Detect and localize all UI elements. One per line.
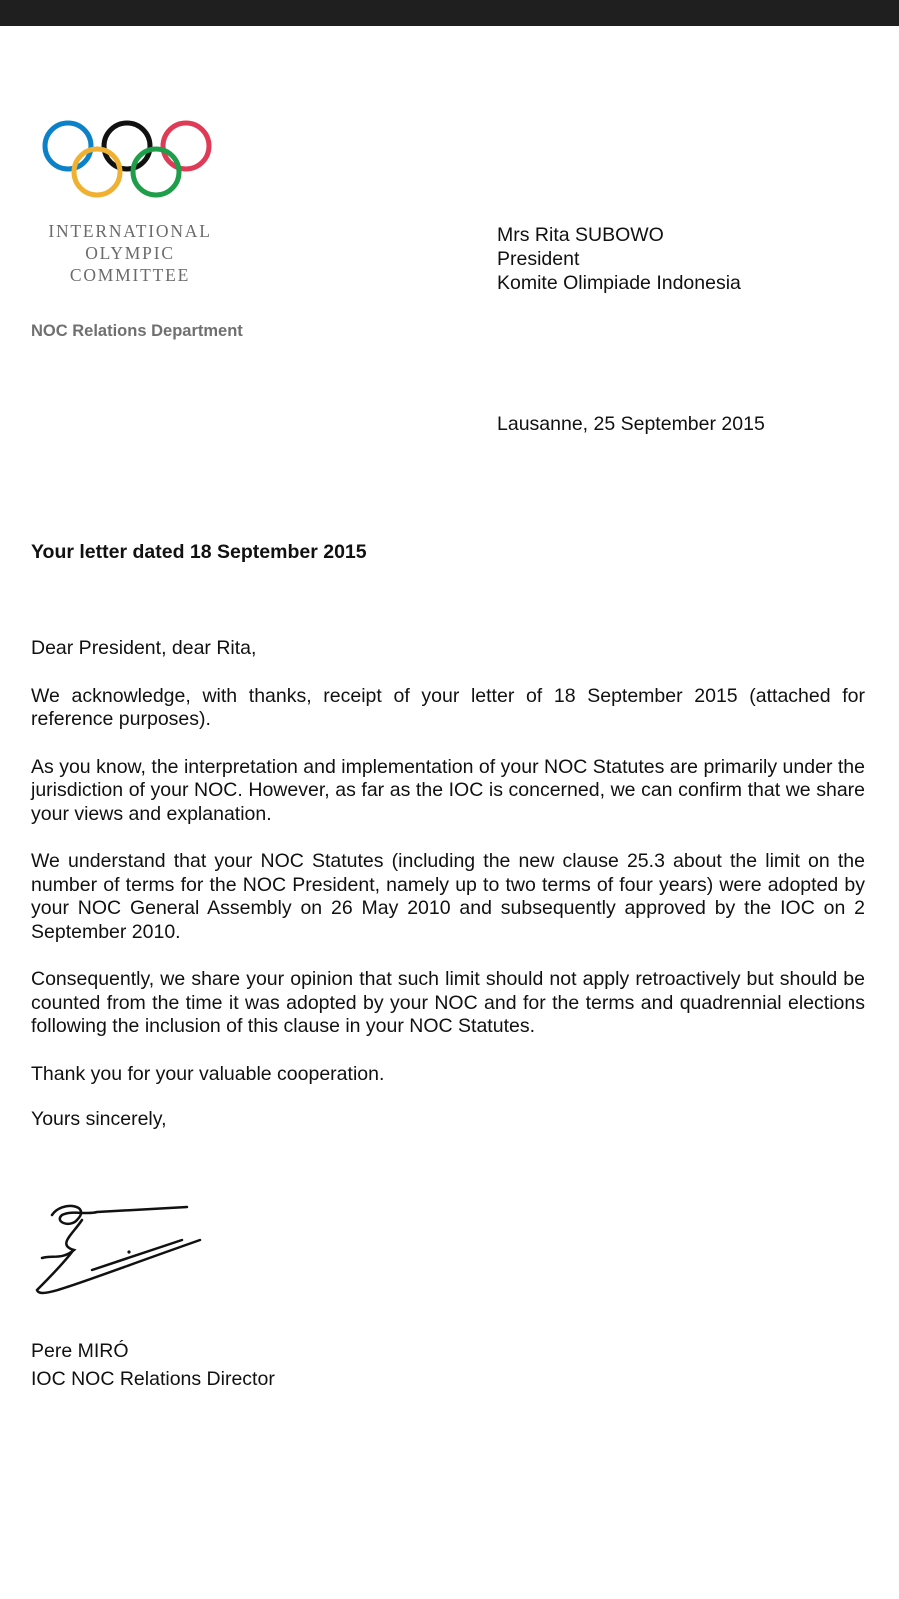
place-date: Lausanne, 25 September 2015 — [497, 413, 765, 435]
olympic-rings-logo — [42, 118, 212, 202]
body-paragraph: Thank you for your valuable cooperation. — [31, 1062, 385, 1085]
recipient-name: Mrs Rita SUBOWO — [497, 224, 664, 246]
department-name: NOC Relations Department — [31, 322, 243, 340]
signer-block — [31, 1337, 275, 1393]
recipient-address — [497, 223, 741, 295]
subject-line: Your letter dated 18 September 2015 — [31, 541, 367, 563]
signer-name: Pere MIRÓ — [31, 1340, 129, 1362]
recipient-title: President — [497, 248, 580, 270]
signer-title: IOC NOC Relations Director — [31, 1368, 275, 1390]
recipient-organization: Komite Olimpiade Indonesia — [497, 272, 741, 294]
body-paragraph: As you know, the interpretation and implementation of your NOC Statutes are primarily under the jurisdiction of your NOC. However, as far as the IOC is concerned, we can confirm that we share your views and explanation. — [31, 755, 865, 825]
closing: Yours sincerely, — [31, 1108, 167, 1130]
top-bar — [0, 0, 899, 26]
organization-name — [26, 220, 234, 286]
letter-body — [31, 637, 865, 1156]
org-name-line: COMMITTEE — [69, 265, 191, 285]
org-name-line: INTERNATIONAL — [48, 221, 212, 241]
salutation: Dear President, dear Rita, — [31, 637, 257, 659]
org-name-line: OLYMPIC — [85, 243, 175, 263]
body-paragraph: We understand that your NOC Statutes (including the new clause 25.3 about the limit on the number of terms for the NOC President, namely up to two terms of four years) were adopted by your NOC General Assembly on 26 May 2010 and subsequently approved by the IOC on 2 September 2010. — [31, 850, 865, 943]
body-paragraph: We acknowledge, with thanks, receipt of your letter of 18 September 2015 (attached for reference purposes). — [31, 684, 865, 730]
body-paragraph: Consequently, we share your opinion that such limit should not apply retroactively but should be counted from the time it was adopted by your NOC and for the terms and quadrennial elections following the inclusion of this clause in your NOC Statutes. — [31, 968, 865, 1037]
signature — [32, 1190, 212, 1310]
